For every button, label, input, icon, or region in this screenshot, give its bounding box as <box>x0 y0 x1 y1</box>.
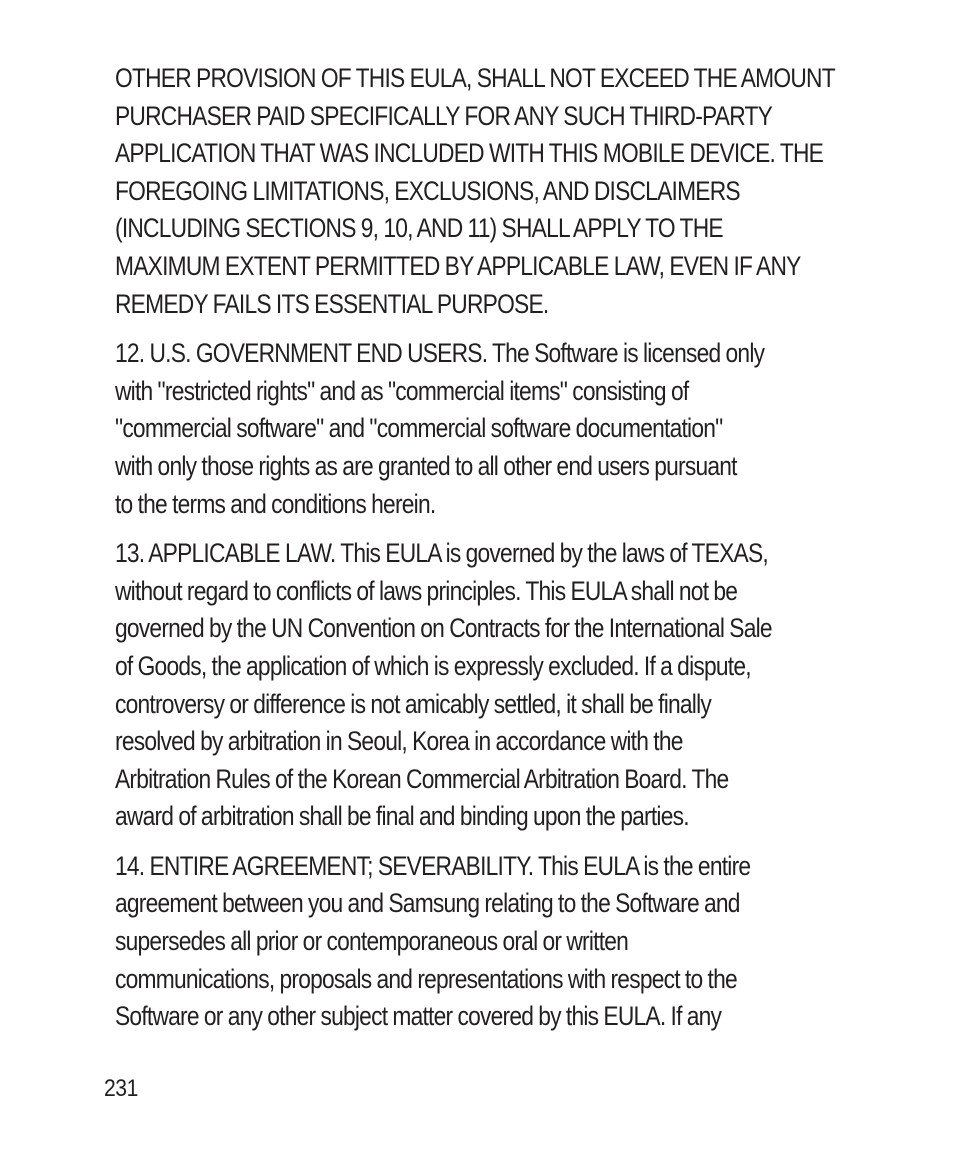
text-line: APPLICATION THAT WAS INCLUDED WITH THIS MOBILE DEVICE. THE <box>115 138 824 169</box>
text-line: supersedes all prior or contemporaneous oral or written <box>115 926 629 957</box>
text-line: without regard to conflicts of laws principles. This EULA shall not be <box>115 575 738 606</box>
eula-paragraph-continued-limitations <box>115 60 885 323</box>
text-line: REMEDY FAILS ITS ESSENTIAL PURPOSE. <box>115 288 549 319</box>
page-body <box>115 60 885 1048</box>
text-line: OTHER PROVISION OF THIS EULA, SHALL NOT EXCEED THE AMOUNT <box>115 63 835 93</box>
page-number: 231 <box>104 1075 138 1102</box>
text-line: 14. ENTIRE AGREEMENT; SEVERABILITY. This EULA is the entire <box>115 850 751 881</box>
text-line: MAXIMUM EXTENT PERMITTED BY APPLICABLE LAW, EVEN IF ANY <box>115 250 801 281</box>
text-line: of Goods, the application of which is expressly excluded. If a dispute, <box>115 650 751 681</box>
text-line: 13. APPLICABLE LAW. This EULA is governed by the laws of TEXAS, <box>115 538 768 569</box>
text-line: PURCHASER PAID SPECIFICALLY FOR ANY SUCH THIRD-PARTY <box>115 100 773 131</box>
text-line: Software or any other subject matter covered by this EULA. If any <box>115 1001 722 1032</box>
text-line: with "restricted rights" and as "commercial items" consisting of <box>115 375 689 406</box>
text-line: (INCLUDING SECTIONS 9, 10, AND 11) SHALL APPLY TO THE <box>115 213 723 244</box>
text-line: resolved by arbitration in Seoul, Korea in accordance with the <box>115 726 683 757</box>
eula-section-13-applicable-law <box>115 535 885 836</box>
text-line: FOREGOING LIMITATIONS, EXCLUSIONS, AND DISCLAIMERS <box>115 175 740 206</box>
text-line: with only those rights as are granted to all other end users pursuant <box>115 450 737 481</box>
eula-section-14-entire-agreement <box>115 848 885 1036</box>
text-line: Arbitration Rules of the Korean Commercial Arbitration Board. The <box>115 763 729 794</box>
text-line: "commercial software" and "commercial software documentation" <box>115 413 723 444</box>
text-line: communications, proposals and representations with respect to the <box>115 963 737 994</box>
text-line: governed by the UN Convention on Contracts for the International Sale <box>115 613 772 644</box>
eula-section-12-government-end-users <box>115 335 885 523</box>
text-line: controversy or difference is not amicably settled, it shall be finally <box>115 688 711 719</box>
text-line: 12. U.S. GOVERNMENT END USERS. The Software is licensed only <box>115 338 765 369</box>
text-line: agreement between you and Samsung relating to the Software and <box>115 888 740 919</box>
text-line: award of arbitration shall be final and binding upon the parties. <box>115 801 689 832</box>
text-line: to the terms and conditions herein. <box>115 488 436 519</box>
